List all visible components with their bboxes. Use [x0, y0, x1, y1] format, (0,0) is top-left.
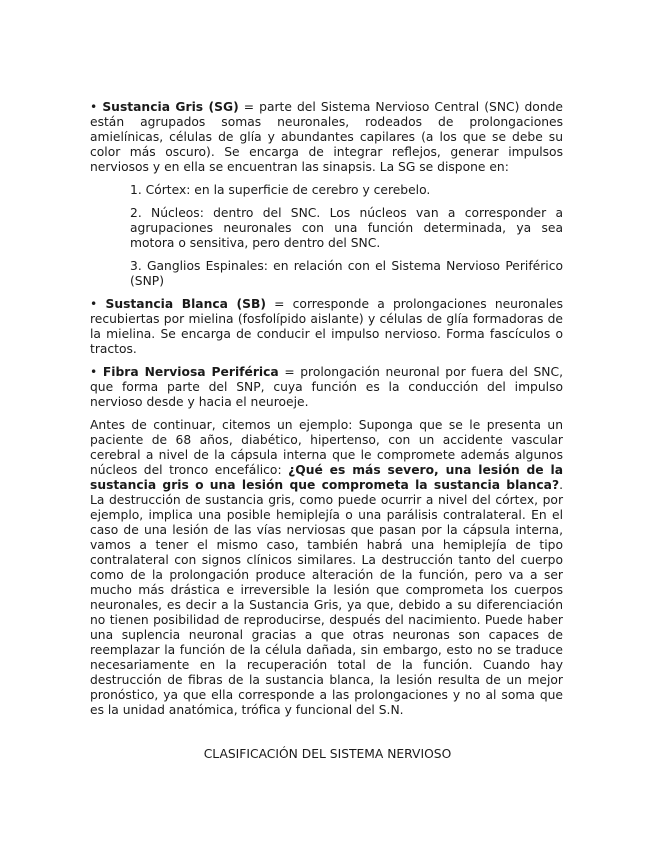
example-explanation: . La destrucción de sustancia gris, como puede ocurrir a nivel del córtex, por ejemplo, implica una posible hemiplejía o una parálisis contralateral. En el caso de una lesión de las vías nerviosas que pasan por la cápsula interna, vamos a tener el mismo caso, también habrá una hemiplejía de tipo contralateral con signos clínicos similares. La destrucción tanto del cuerpo como de la prolongación produce alteración de la función, pero va a ser mucho más drástica e irreversible la lesión que comprometa los cuerpos neuronales, es decir a la Sustancia Gris, ya que, debido a su diferenciación no tienen posibilidad de reproducirse, después del nacimiento. Puede haber una suplencia neuronal gracias a que otras neuronas son capaces de reemplazar la función de la célula dañada, sin embargo, esto no se traduce necesariamente en la recuperación total de la función. Cuando hay destrucción de fibras de la sustancia blanca, la lesión resulta de un mejor pronóstico, ya que ella corresponde a las prolongaciones y no al soma que es la unidad anatómica, trófica y funcional del S.N. — [90, 478, 563, 717]
document-body — [90, 100, 563, 726]
bullet: • — [90, 365, 98, 379]
term-fibra-nerviosa: Fibra Nerviosa Periférica — [102, 365, 279, 379]
bullet: • — [90, 100, 98, 114]
example-question: ¿Qué es más severo, una lesión de la sustancia gris o una lesión que comprometa la sustancia blanca? — [90, 463, 563, 492]
definition-fibra-nerviosa: = prolongación neuronal por fuera del SNC, que forma parte del SNP, cuya función es la conducción del impulso nervioso desde y hacia el neuroeje. — [90, 365, 563, 409]
paragraph-sustancia-gris — [90, 100, 563, 175]
list-item: 2. Núcleos: dentro del SNC. Los núcleos van a corresponder a agrupaciones neuronales con una función determinada, ya sea motora o sensitiva, pero dentro del SNC. — [130, 206, 563, 250]
bullet: • — [90, 297, 98, 311]
list-item: 1. Córtex: en la superficie de cerebro y cerebelo. — [130, 183, 431, 197]
term-sustancia-gris: Sustancia Gris (SG) — [102, 100, 239, 114]
term-sustancia-blanca: Sustancia Blanca (SB) — [105, 297, 266, 311]
paragraph-example — [90, 418, 563, 718]
example-intro: Antes de continuar, citemos un ejemplo: Suponga que se le presenta un paciente de 68 años, diabético, hipertenso, con un accidente vascular cerebral a nivel de la cápsula interna que le compromete además algunos núcleos del tronco encefálico: — [90, 418, 563, 477]
paragraph-fibra-nerviosa — [90, 365, 563, 410]
paragraph-sustancia-blanca — [90, 297, 563, 357]
definition-sustancia-blanca: = corresponde a prolongaciones neuronales recubiertas por mielina (fosfolípido aislante) y células de glía formadoras de la mielina. Se encarga de conducir el impulso nervioso. Forma fascículos o tractos. — [90, 297, 563, 356]
list-item: 3. Ganglios Espinales: en relación con el Sistema Nervioso Periférico (SNP) — [130, 259, 563, 288]
sustancia-gris-list — [130, 183, 563, 289]
definition-sustancia-gris: = parte del Sistema Nervioso Central (SNC) donde están agrupados somas neuronales, rodeados de prolongaciones amielínicas, células de glía y abundantes capilares (a los que se debe su color más oscuro). Se encarga de integrar reflejos, generar impulsos nerviosos y en ella se encuentran las sinapsis. La SG se dispone en: — [90, 100, 563, 174]
section-title: CLASIFICACIÓN DEL SISTEMA NERVIOSO — [203, 747, 452, 761]
